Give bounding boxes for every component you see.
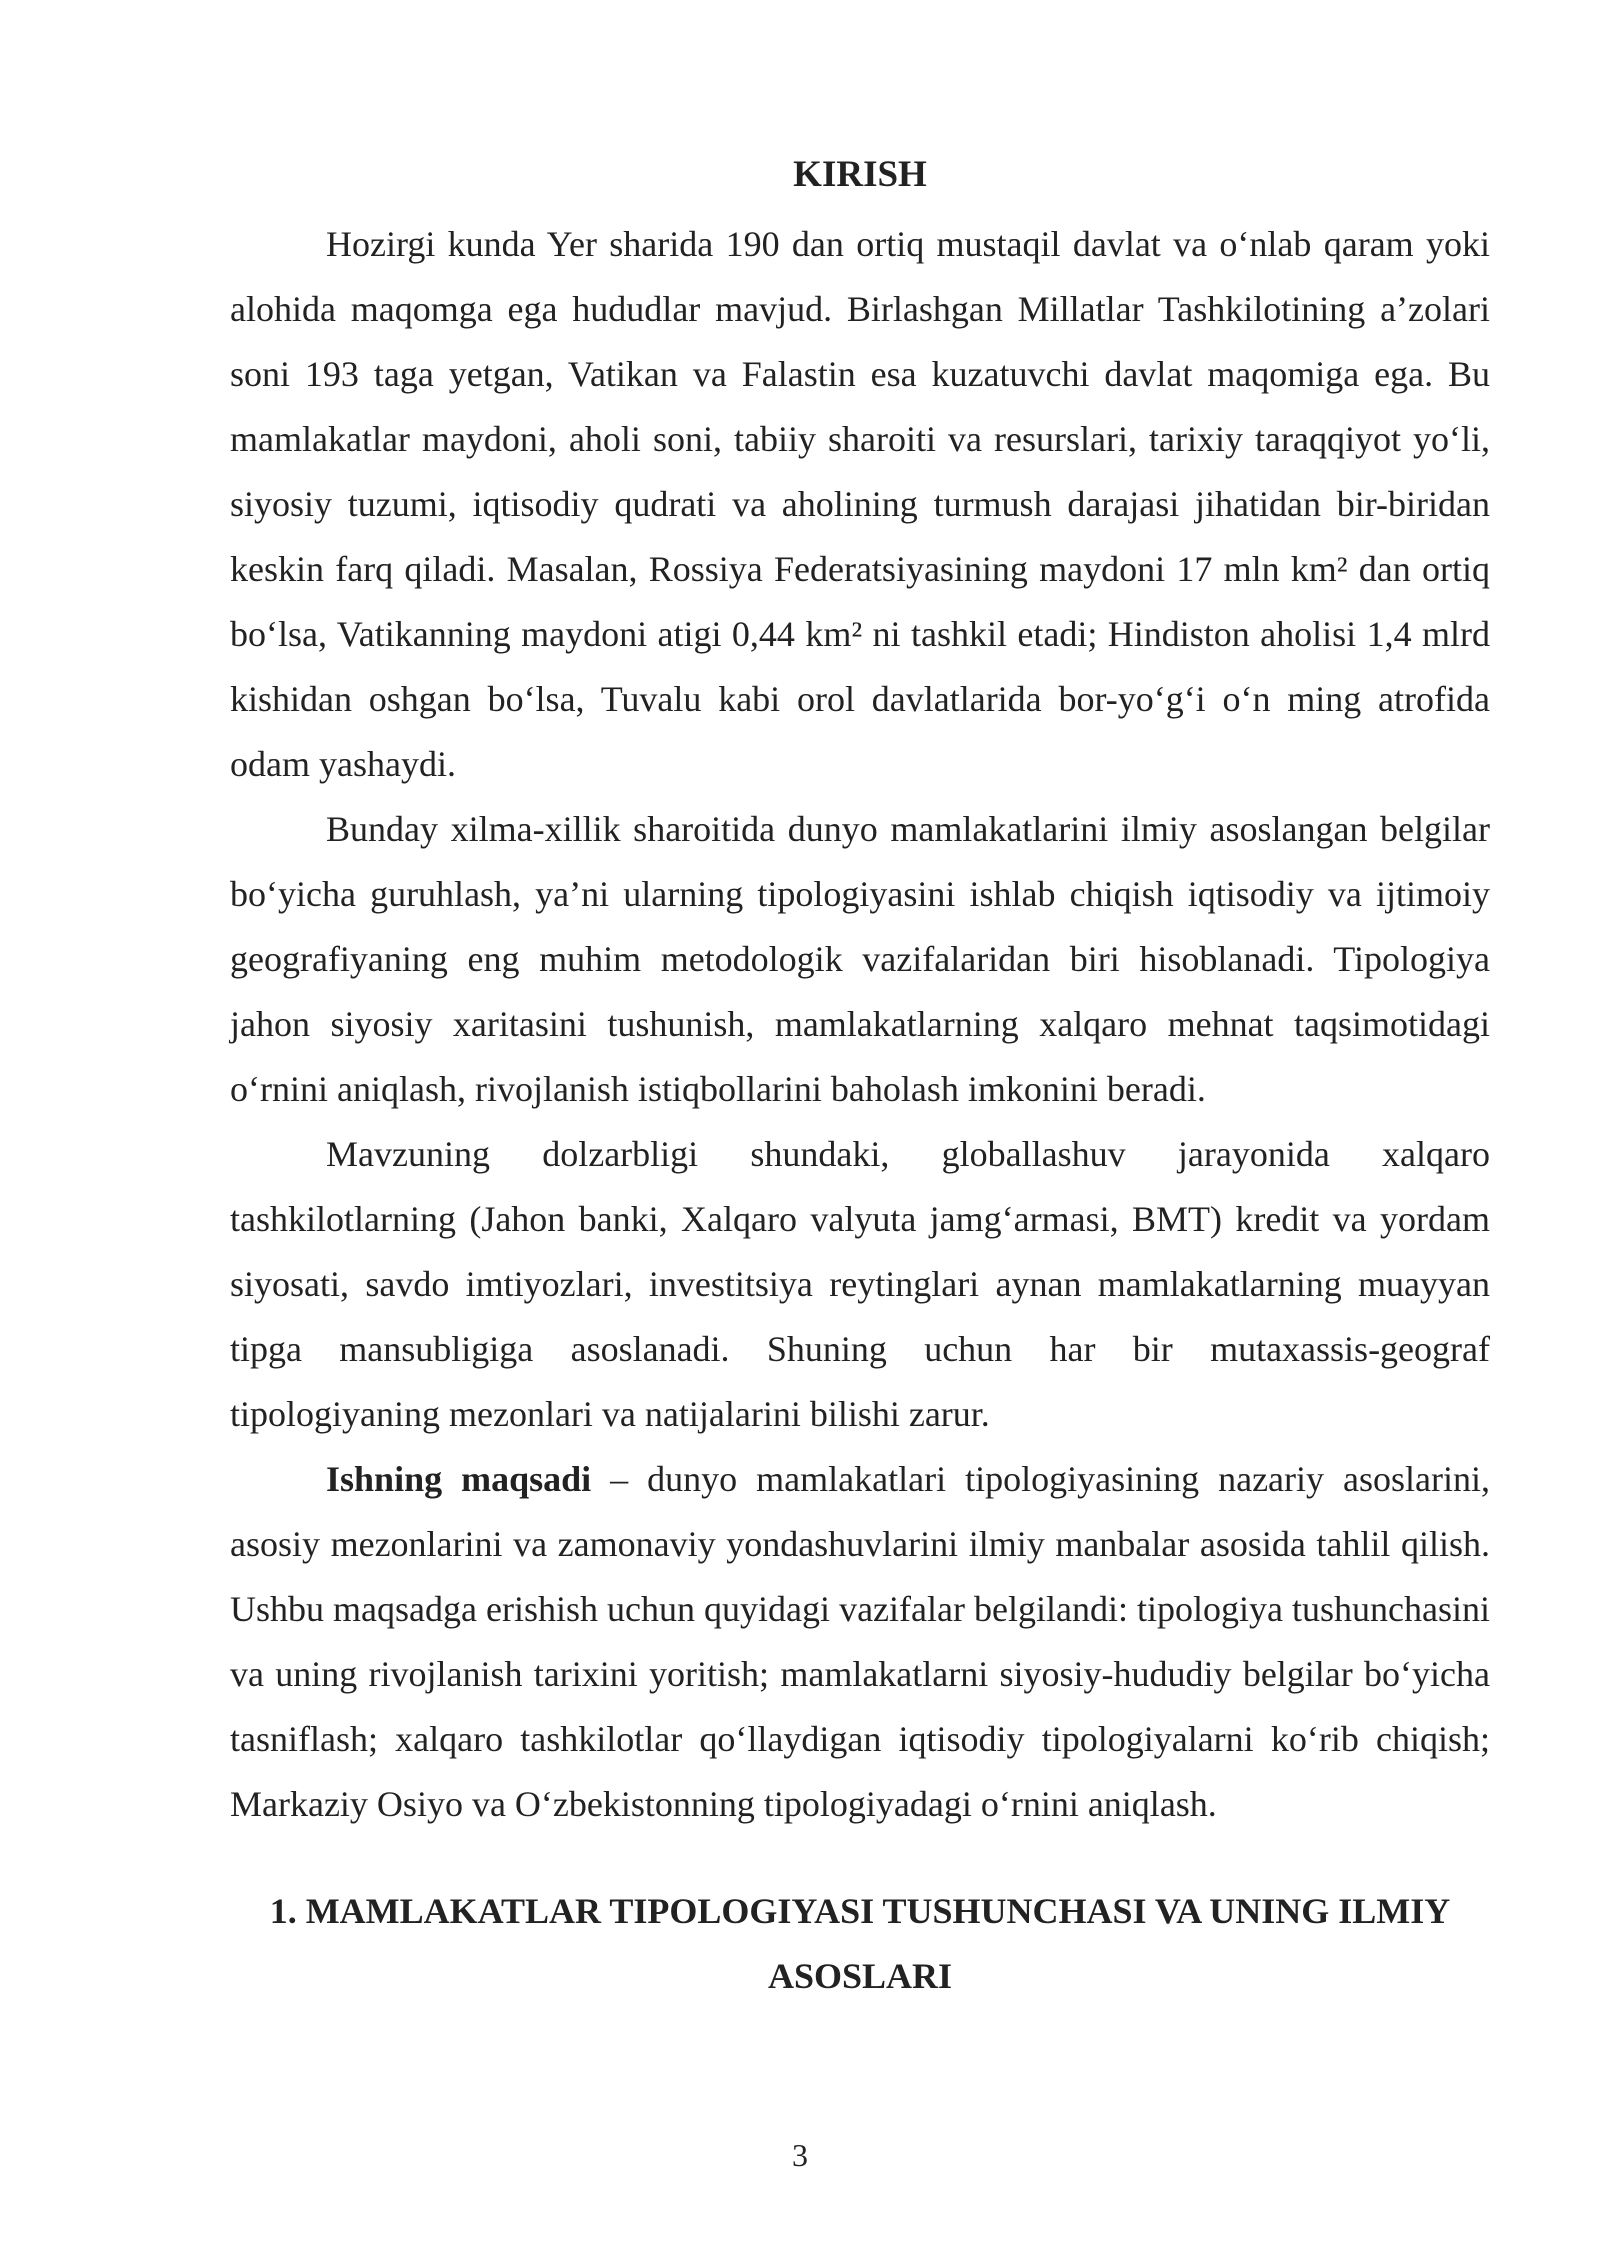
chapter-heading: KIRISH bbox=[793, 154, 927, 195]
paragraph-4-text: – dunyo mamlakatlari tipologiyasining nazariy asoslarini, asosiy mezonlarini va zamonaviy yondashuvlarini ilmiy manbalar asosida tahlil qilish. Ushbu maqsadga erishish uchun quyidagi vazifalar belgilandi: tipologiya tushunchasini va uning rivojlanish tarixini yoritish; mamlakatlarni siyosiy-hududiy belgilar bo‘yicha tasniflash; xalqaro tashkilotlar qo‘llaydigan iqtisodiy tipologiyalarni ko‘rib chiqish; Markaziy Osiyo va O‘zbekistonning tipologiyadagi o‘rnini aniqlash. bbox=[230, 1459, 1490, 1824]
section-heading: 1. MAMLAKATLAR TIPOLOGIYASI TUSHUNCHASI VA UNING ILMIY ASOSLARI bbox=[269, 1891, 1451, 1996]
page-number: 3 bbox=[792, 2137, 808, 2173]
paragraph-3: Mavzuning dolzarbligi shundaki, globallashuv jarayonida xalqaro tashkilotlarning (Jahon banki, Xalqaro valyuta jamg‘armasi, BMT) kredit va yordam siyosati, savdo imtiyozlari, investitsiya reytinglari aynan mamlakatlarning muayyan tipga mansubligiga asoslanadi. Shuning uchun har bir mutaxassis-geograf tipologiyaning mezonlari va natijalarini bilishi zarur. bbox=[230, 1134, 1490, 1434]
paragraph-1: Hozirgi kunda Yer sharida 190 dan ortiq mustaqil davlat va o‘nlab qaram yoki alohida maqomga ega hududlar mavjud. Birlashgan Millatlar Tashkilotining a’zolari soni 193 taga yetgan, Vatikan va Falastin esa kuzatuvchi davlat maqomiga ega. Bu mamlakatlar maydoni, aholi soni, tabiiy sharoiti va resurslari, tarixiy taraqqiyot yo‘li, siyosiy tuzumi, iqtisodiy qudrati va aholining turmush darajasi jihatidan bir-biridan keskin farq qiladi. Masalan, Rossiya Federatsiyasining maydoni 17 mln km² dan ortiq bo‘lsa, Vatikanning maydoni atigi 0,44 km² ni tashkil etadi; Hindiston aholisi 1,4 mlrd kishidan oshgan bo‘lsa, Tuvalu kabi orol davlatlarida bor-yo‘g‘i o‘n ming atrofida odam yashaydi. bbox=[230, 224, 1490, 784]
paragraph-4-bold-lead: Ishning maqsadi bbox=[326, 1459, 592, 1499]
paragraph-2: Bunday xilma-xillik sharoitida dunyo mamlakatlarini ilmiy asoslangan belgilar bo‘yicha guruhlash, ya’ni ularning tipologiyasini ishlab chiqish iqtisodiy va ijtimoiy geografiyaning eng muhim metodologik vazifalaridan biri hisoblanadi. Tipologiya jahon siyosiy xaritasini tushunish, mamlakatlarning xalqaro mehnat taqsimotidagi o‘rnini aniqlash, rivojlanish istiqbollarini baholash imkonini beradi. bbox=[230, 809, 1490, 1109]
paragraph-4 bbox=[230, 1447, 1490, 1837]
page-content bbox=[230, 150, 1490, 2009]
